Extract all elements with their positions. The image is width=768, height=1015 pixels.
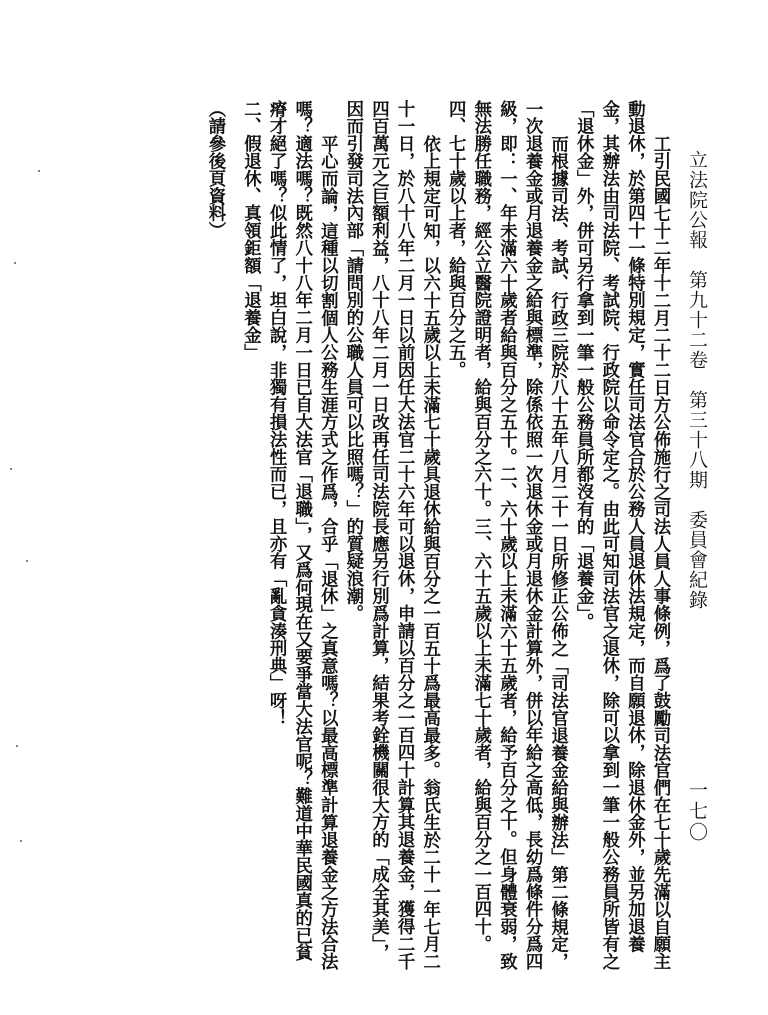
running-header: 立法院公報 第九十二卷 第三十八期 委員會紀錄: [686, 150, 708, 610]
paragraph-3: 依上規定可知，以六十五歲以上未滿七十歲具退休給與百分之一百五十爲最高最多。翁氏生於二十一年七月二十一日，於八十八年二月一日以前因任大法官二十六年可以退休，申請以百分之一百四十計算其退養金，獲得二千四百萬元之巨額利益，八十八年二月一日改再任司法院長應另行別爲計算，結果考銓機關很大方的「成全其美」，因而引發司法內部「請問別的公職人員可以比照嗎？」的質疑浪潮。: [342, 100, 440, 970]
scan-speck: [20, 840, 22, 842]
reference-note: （請參後頁資料）: [204, 100, 225, 240]
scan-speck: [14, 262, 16, 264]
paragraph-1: 工引民國七十二年十二月二十二日方公佈施行之司法人員人事條例，爲了鼓勵司法官們在七十歲先滿以自願主動退休，於第四十一條特別規定，實任司法官合於公務人員退休法規定，而自願退休，除退休金外，並另加退養金，其辦法由司法院、考試院、行政院以命令定之。由此可知司法官之退休，除可以拿到一筆一般公務員所皆有之「退休金」外，併可另行拿到一筆一般公務員所都沒有的「退養金」。: [573, 100, 670, 970]
body-text: [132, 100, 672, 970]
section-heading: 二、假退休、真領鉅額「退養金」: [240, 100, 261, 361]
scan-speck: [26, 560, 28, 562]
paragraph-2: 而根據司法、考試、行政三院於八十五年八月二十一日所修正公佈之「司法官退養金給與辦法」第二條規定，一次退養金或月退養金之給與標準，除係依照一次退休金或月退休金計算外，併以年給之高低，長幼爲條件分爲四級，即：一、年未滿六十歲者給與百分之五十。二、六十歲以上未滿六十五歲者，給予百分之十。但身體衰弱，致無法勝任職務，經公立醫院證明者，給與百分之六十。三、六十五歲以上未滿七十歲者，給與百分之一百四十。四、七十歲以上者，給與百分之五。: [445, 100, 568, 970]
page-number: 一七〇: [686, 780, 708, 843]
paragraph-4: 平心而論，這種以切割個人公務生涯方式之作爲，合乎「退休」之真意嗎？以最高標準計算退養金之方法合法嗎？適法嗎？既然八十八年二月一日已自大法官「退職」，又爲何現在又要爭當大法官呢？難道中華民國真的已貧瘠才絕了嗎？似此情了，坦白說，非獨有損法性而已，且亦有「亂貪湊刑典」呀！: [266, 100, 338, 970]
scan-speck: [10, 468, 12, 470]
scan-speck: [16, 745, 18, 747]
scan-speck: [38, 170, 40, 172]
